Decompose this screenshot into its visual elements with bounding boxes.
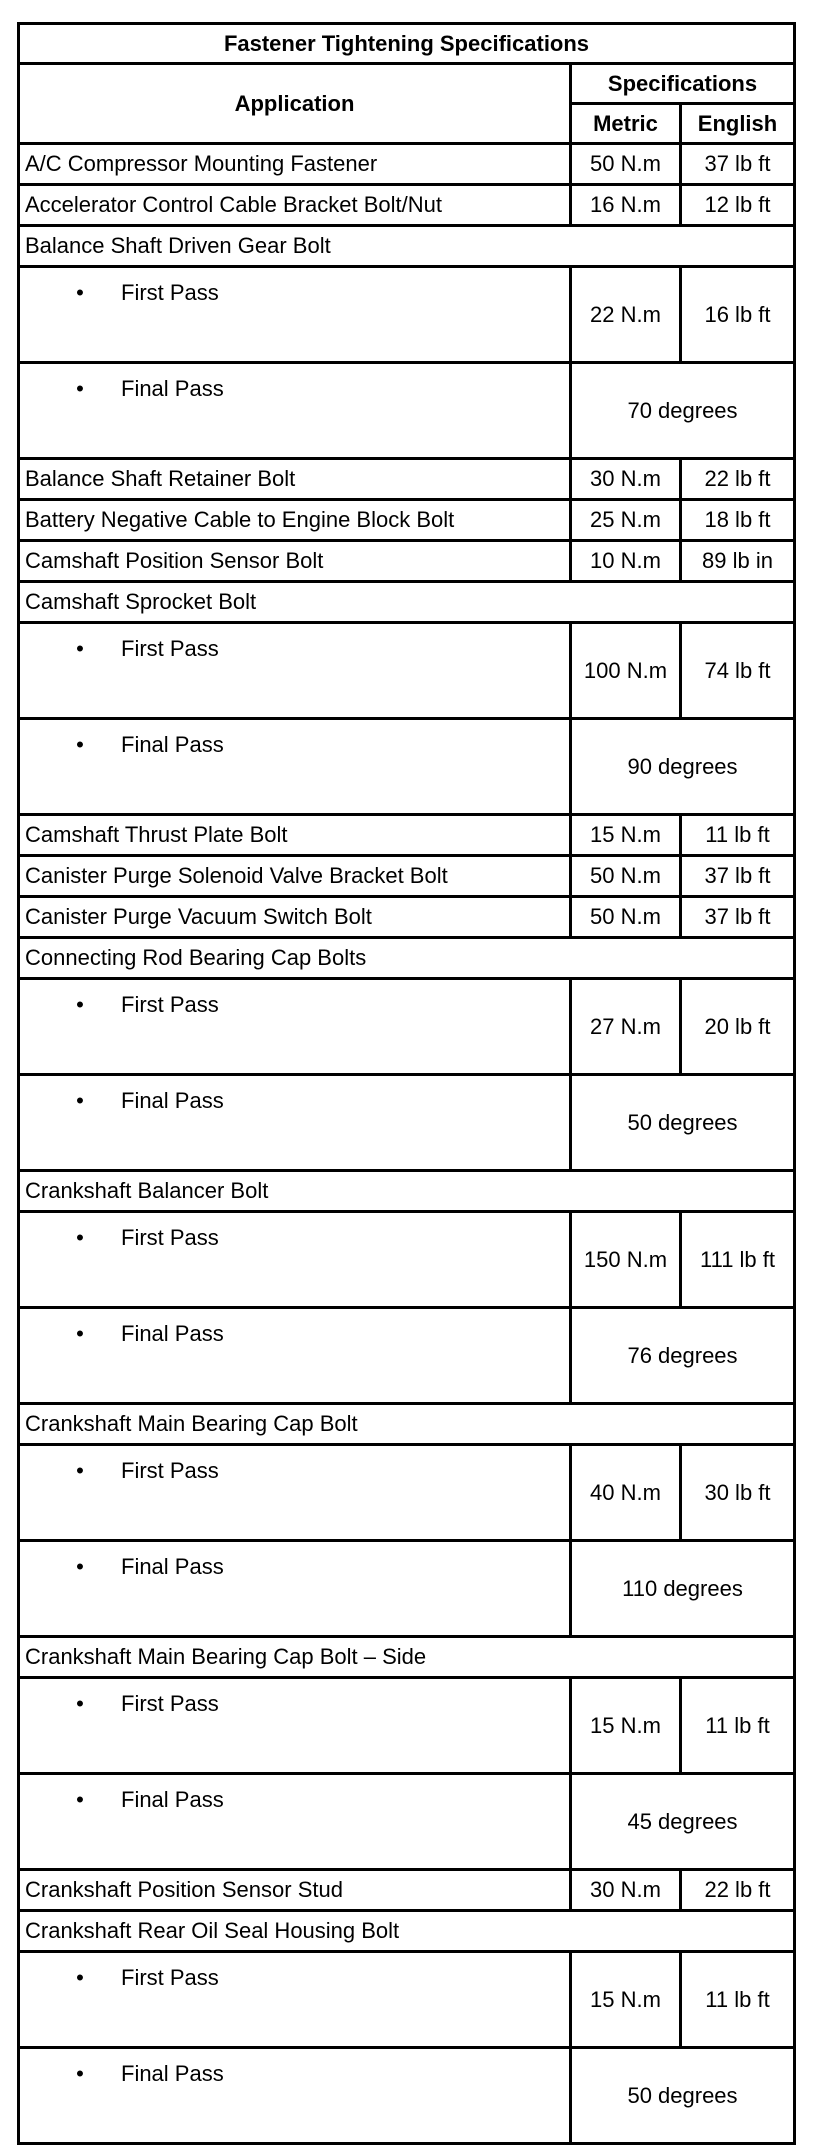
english-cell: 12 lb ft [681, 185, 795, 226]
bullet-icon: • [76, 1088, 84, 1113]
english-cell: 111 lb ft [681, 1212, 795, 1308]
english-cell: 11 lb ft [681, 1678, 795, 1774]
metric-cell: 15 N.m [571, 1678, 681, 1774]
step-cell [19, 2048, 571, 2144]
metric-cell: 30 N.m [571, 1870, 681, 1911]
metric-cell: 50 N.m [571, 144, 681, 185]
table-title: Fastener Tightening Specifications [19, 24, 795, 64]
metric-cell: 150 N.m [571, 1212, 681, 1308]
step-label: Final Pass [121, 732, 224, 757]
final-pass-value-cell: 50 degrees [571, 1075, 795, 1171]
table-row [19, 1075, 795, 1171]
bullet-icon: • [76, 992, 84, 1017]
step-cell [19, 1212, 571, 1308]
step-cell [19, 1541, 571, 1637]
metric-cell: 15 N.m [571, 815, 681, 856]
step-label: Final Pass [121, 1088, 224, 1113]
application-cell: A/C Compressor Mounting Fastener [19, 144, 571, 185]
table-row [19, 1774, 795, 1870]
bullet-icon: • [76, 2061, 84, 2086]
bullet-icon: • [76, 1225, 84, 1250]
metric-cell: 25 N.m [571, 500, 681, 541]
step-label: Final Pass [121, 1554, 224, 1579]
table-row [19, 363, 795, 459]
group-heading-cell: Connecting Rod Bearing Cap Bolts [19, 938, 795, 979]
step-label: First Pass [121, 992, 219, 1017]
step-label: Final Pass [121, 376, 224, 401]
header-specifications: Specifications [571, 64, 795, 104]
english-cell: 74 lb ft [681, 623, 795, 719]
step-cell [19, 267, 571, 363]
step-cell [19, 719, 571, 815]
bullet-icon: • [76, 732, 84, 757]
table-row [19, 582, 795, 623]
step-cell [19, 1678, 571, 1774]
table-row [19, 1637, 795, 1678]
table-row [19, 267, 795, 363]
table-row [19, 1308, 795, 1404]
bullet-icon: • [76, 280, 84, 305]
table-row [19, 1541, 795, 1637]
application-cell: Battery Negative Cable to Engine Block Bolt [19, 500, 571, 541]
header-english: English [681, 104, 795, 144]
english-cell: 16 lb ft [681, 267, 795, 363]
final-pass-value-cell: 76 degrees [571, 1308, 795, 1404]
metric-cell: 27 N.m [571, 979, 681, 1075]
metric-cell: 22 N.m [571, 267, 681, 363]
bullet-icon: • [76, 1691, 84, 1716]
table-row [19, 897, 795, 938]
table-row [19, 1212, 795, 1308]
final-pass-value-cell: 50 degrees [571, 2048, 795, 2144]
bullet-icon: • [76, 1458, 84, 1483]
fastener-spec-table [17, 22, 796, 2145]
group-heading-cell: Crankshaft Main Bearing Cap Bolt – Side [19, 1637, 795, 1678]
table-row [19, 1870, 795, 1911]
english-cell: 11 lb ft [681, 1952, 795, 2048]
english-cell: 89 lb in [681, 541, 795, 582]
group-heading-cell: Crankshaft Main Bearing Cap Bolt [19, 1404, 795, 1445]
step-cell [19, 623, 571, 719]
table-row [19, 1678, 795, 1774]
metric-cell: 50 N.m [571, 897, 681, 938]
table-row [19, 1171, 795, 1212]
step-cell [19, 1308, 571, 1404]
table-row [19, 1911, 795, 1952]
step-label: Final Pass [121, 1321, 224, 1346]
english-cell: 37 lb ft [681, 897, 795, 938]
table-row [19, 1952, 795, 2048]
group-heading-cell: Crankshaft Balancer Bolt [19, 1171, 795, 1212]
bullet-icon: • [76, 1965, 84, 1990]
table-row [19, 979, 795, 1075]
application-cell: Canister Purge Vacuum Switch Bolt [19, 897, 571, 938]
table-row [19, 500, 795, 541]
table-row [19, 459, 795, 500]
metric-cell: 100 N.m [571, 623, 681, 719]
final-pass-value-cell: 45 degrees [571, 1774, 795, 1870]
table-row [19, 185, 795, 226]
table-row [19, 719, 795, 815]
table-row [19, 226, 795, 267]
step-label: First Pass [121, 1225, 219, 1250]
metric-cell: 15 N.m [571, 1952, 681, 2048]
metric-cell: 10 N.m [571, 541, 681, 582]
step-label: Final Pass [121, 1787, 224, 1812]
table-row [19, 2048, 795, 2144]
step-cell [19, 1445, 571, 1541]
table-body [19, 144, 795, 2144]
metric-cell: 16 N.m [571, 185, 681, 226]
application-cell: Crankshaft Position Sensor Stud [19, 1870, 571, 1911]
group-heading-cell: Crankshaft Rear Oil Seal Housing Bolt [19, 1911, 795, 1952]
table-row [19, 938, 795, 979]
metric-cell: 30 N.m [571, 459, 681, 500]
step-cell [19, 1075, 571, 1171]
bullet-icon: • [76, 636, 84, 661]
english-cell: 20 lb ft [681, 979, 795, 1075]
step-cell [19, 363, 571, 459]
header-application: Application [19, 64, 571, 144]
bullet-icon: • [76, 1321, 84, 1346]
step-label: First Pass [121, 1965, 219, 1990]
english-cell: 18 lb ft [681, 500, 795, 541]
english-cell: 37 lb ft [681, 856, 795, 897]
step-label: First Pass [121, 1458, 219, 1483]
step-label: Final Pass [121, 2061, 224, 2086]
table-row [19, 144, 795, 185]
application-cell: Camshaft Thrust Plate Bolt [19, 815, 571, 856]
step-label: First Pass [121, 280, 219, 305]
english-cell: 11 lb ft [681, 815, 795, 856]
bullet-icon: • [76, 376, 84, 401]
step-label: First Pass [121, 1691, 219, 1716]
application-cell: Camshaft Position Sensor Bolt [19, 541, 571, 582]
table-row [19, 1445, 795, 1541]
group-heading-cell: Camshaft Sprocket Bolt [19, 582, 795, 623]
header-metric: Metric [571, 104, 681, 144]
english-cell: 22 lb ft [681, 1870, 795, 1911]
bullet-icon: • [76, 1554, 84, 1579]
final-pass-value-cell: 110 degrees [571, 1541, 795, 1637]
table-row [19, 623, 795, 719]
table-row [19, 856, 795, 897]
step-label: First Pass [121, 636, 219, 661]
table-row [19, 541, 795, 582]
metric-cell: 40 N.m [571, 1445, 681, 1541]
bullet-icon: • [76, 1787, 84, 1812]
english-cell: 37 lb ft [681, 144, 795, 185]
application-cell: Balance Shaft Retainer Bolt [19, 459, 571, 500]
fastener-spec-sheet [17, 22, 793, 2145]
step-cell [19, 1774, 571, 1870]
english-cell: 30 lb ft [681, 1445, 795, 1541]
group-heading-cell: Balance Shaft Driven Gear Bolt [19, 226, 795, 267]
table-row [19, 1404, 795, 1445]
table-row [19, 815, 795, 856]
metric-cell: 50 N.m [571, 856, 681, 897]
application-cell: Canister Purge Solenoid Valve Bracket Bolt [19, 856, 571, 897]
application-cell: Accelerator Control Cable Bracket Bolt/Nut [19, 185, 571, 226]
step-cell [19, 979, 571, 1075]
step-cell [19, 1952, 571, 2048]
final-pass-value-cell: 90 degrees [571, 719, 795, 815]
english-cell: 22 lb ft [681, 459, 795, 500]
final-pass-value-cell: 70 degrees [571, 363, 795, 459]
